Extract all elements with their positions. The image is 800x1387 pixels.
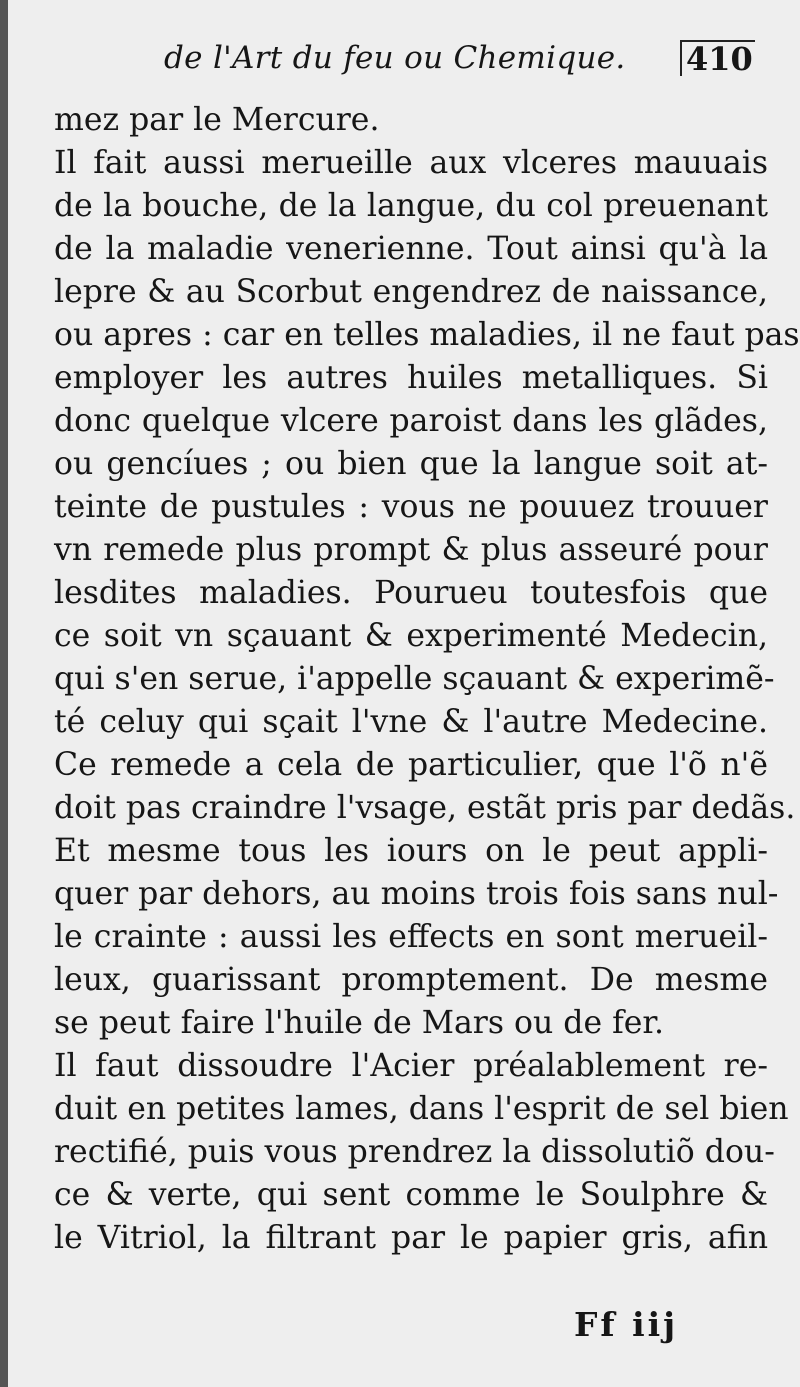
text-line: doit pas craindre l'vsage, estãt pris par dedãs.: [54, 790, 796, 826]
text-line: ce soit vn sçauant & experimenté Medecin,: [54, 618, 768, 654]
page-gutter: [0, 0, 8, 1387]
signature-mark: Ff iij: [574, 1305, 679, 1344]
text-line: ou gencíues ; ou bien que la langue soit at-: [54, 446, 768, 482]
text-line: Ce remede a cela de particulier, que l'õ n'ẽ: [54, 747, 768, 783]
text-line: Il faut dissoudre l'Acier préalablement re-: [54, 1048, 768, 1084]
text-line: té celuy qui sçait l'vne & l'autre Medecine.: [54, 704, 768, 740]
text-line: lesdites maladies. Pourueu toutesfois que: [54, 575, 768, 611]
page-number: 410: [680, 40, 755, 76]
text-line: vn remede plus prompt & plus asseuré pour: [54, 532, 768, 568]
text-line: Il fait aussi merueille aux vlceres mauuais: [54, 145, 768, 181]
text-line: leux, guarissant promptement. De mesme: [54, 962, 768, 998]
text-line: duit en petites lames, dans l'esprit de sel bien: [54, 1091, 789, 1127]
book-page: [8, 0, 800, 1387]
text-line: rectifié, puis vous prendrez la dissolutiõ dou-: [54, 1134, 775, 1170]
text-line: lepre & au Scorbut engendrez de naissance,: [54, 274, 768, 310]
text-line: le crainte : aussi les effects en sont merueil-: [54, 919, 768, 955]
text-line: donc quelque vlcere paroist dans les glãdes,: [54, 403, 768, 439]
text-line: de la bouche, de la langue, du col preuenant: [54, 188, 768, 224]
text-line: de la maladie venerienne. Tout ainsi qu'à la: [54, 231, 768, 267]
text-line: mez par le Mercure.: [54, 102, 380, 138]
text-line: employer les autres huiles metalliques. Si: [54, 360, 768, 396]
text-line: le Vitriol, la filtrant par le papier gris, afin: [54, 1220, 768, 1256]
text-line: ou apres : car en telles maladies, il ne faut pas: [54, 317, 800, 353]
text-line: qui s'en serue, i'appelle sçauant & experimẽ-: [54, 661, 775, 697]
text-line: se peut faire l'huile de Mars ou de fer.: [54, 1005, 665, 1041]
text-line: quer par dehors, au moins trois fois sans nul-: [54, 876, 779, 912]
text-line: Et mesme tous les iours on le peut appli-: [54, 833, 768, 869]
running-title: de l'Art du feu ou Chemique.: [164, 40, 626, 76]
text-line: teinte de pustules : vous ne pouuez trouuer: [54, 489, 768, 525]
text-line: ce & verte, qui sent comme le Soulphre &: [54, 1177, 768, 1213]
